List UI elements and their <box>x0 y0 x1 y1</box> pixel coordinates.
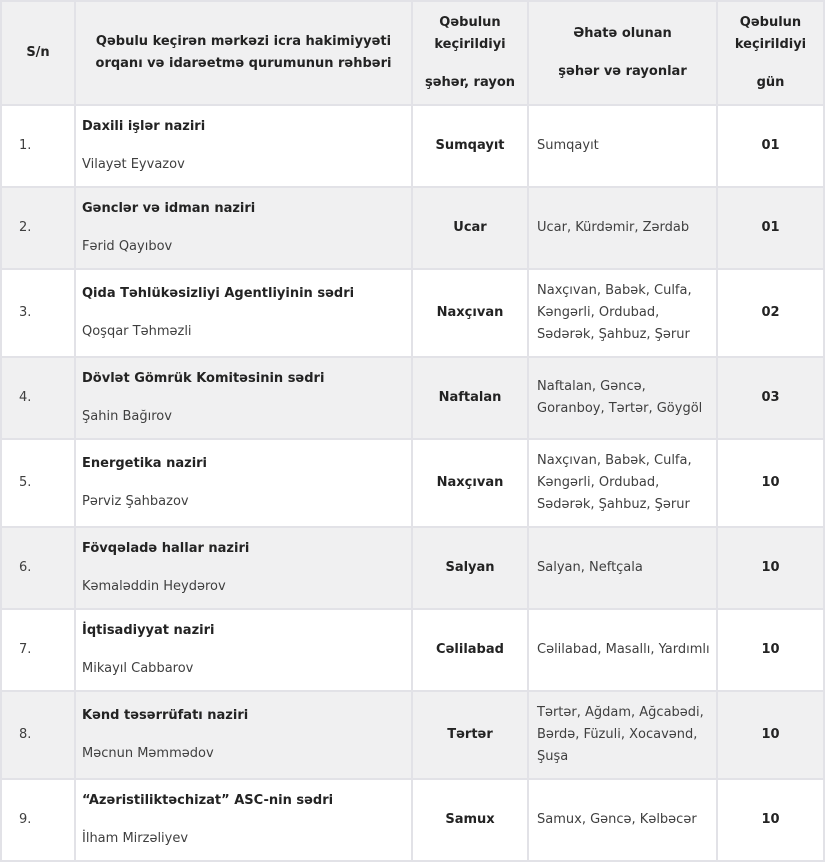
day-cell: 01 <box>717 187 824 269</box>
row-number: 8. <box>19 727 32 742</box>
covered-regions-cell: Sumqayıt <box>528 105 717 187</box>
col-header-official-label: Qəbulu keçirən mərkəzi icra hakimiyyəti orqanı və idarəetmə qurumunun rəhbəri <box>95 34 392 71</box>
row-number-cell <box>1 357 75 439</box>
official-cell <box>75 609 412 691</box>
col-header-day-line1: Qəbulun keçirildiyi <box>734 15 807 52</box>
official-name: Qoşqar Təhməzli <box>82 324 192 339</box>
row-number-cell <box>1 269 75 357</box>
day-cell: 01 <box>717 105 824 187</box>
table-row <box>1 357 824 439</box>
row-number-cell <box>1 609 75 691</box>
official-cell <box>75 105 412 187</box>
row-number: 4. <box>19 390 32 405</box>
official-cell <box>75 357 412 439</box>
day-cell: 10 <box>717 439 824 527</box>
table-header <box>1 1 824 105</box>
official-title: Qida Təhlükəsizliyi Agentliyinin sədri <box>82 286 355 301</box>
col-header-sn-label: S/n <box>26 45 50 60</box>
official-cell <box>75 527 412 609</box>
col-header-sn <box>1 1 75 105</box>
row-number: 7. <box>19 642 32 657</box>
col-header-location <box>412 1 528 105</box>
covered-regions-cell: Samux, Gəncə, Kəlbəcər <box>528 779 717 861</box>
table-body <box>1 105 824 861</box>
day-cell: 02 <box>717 269 824 357</box>
col-header-day <box>717 1 824 105</box>
row-number-cell <box>1 105 75 187</box>
location-cell: Tərtər <box>412 691 528 779</box>
table-row <box>1 269 824 357</box>
official-title: Daxili işlər naziri <box>82 119 206 134</box>
location-cell: Naxçıvan <box>412 269 528 357</box>
day-cell: 10 <box>717 779 824 861</box>
official-name: İlham Mirzəliyev <box>82 831 189 846</box>
table-row <box>1 187 824 269</box>
official-name: Fərid Qayıbov <box>82 239 173 254</box>
covered-regions-cell: Naxçıvan, Babək, Culfa, Kəngərli, Ordubad, Sədərək, Şahbuz, Şərur <box>528 269 717 357</box>
row-number-cell <box>1 439 75 527</box>
table-row <box>1 105 824 187</box>
official-cell <box>75 187 412 269</box>
official-title: İqtisadiyyat naziri <box>82 623 215 638</box>
header-row <box>1 1 824 105</box>
table-row <box>1 439 824 527</box>
official-cell <box>75 439 412 527</box>
covered-regions-cell: Tərtər, Ağdam, Ağcabədi, Bərdə, Füzuli, Xocavənd, Şuşa <box>528 691 717 779</box>
location-cell: Naxçıvan <box>412 439 528 527</box>
official-title: Fövqəladə hallar naziri <box>82 541 250 556</box>
covered-regions-cell: Naxçıvan, Babək, Culfa, Kəngərli, Ordubad, Sədərək, Şahbuz, Şərur <box>528 439 717 527</box>
col-header-covered-line2: şəhər və rayonlar <box>558 64 687 79</box>
row-number: 1. <box>19 138 32 153</box>
official-name: Mikayıl Cabbarov <box>82 661 194 676</box>
col-header-official <box>75 1 412 105</box>
covered-regions-cell: Salyan, Neftçala <box>528 527 717 609</box>
official-cell <box>75 779 412 861</box>
official-name: Kəmaləddin Heydərov <box>82 579 226 594</box>
row-number: 9. <box>19 812 32 827</box>
location-cell: Naftalan <box>412 357 528 439</box>
covered-regions-cell: Naftalan, Gəncə, Goranboy, Tərtər, Göygöl <box>528 357 717 439</box>
official-name: Şahin Bağırov <box>82 409 172 424</box>
location-cell: Salyan <box>412 527 528 609</box>
row-number: 5. <box>19 475 32 490</box>
row-number: 2. <box>19 220 32 235</box>
table-row <box>1 609 824 691</box>
location-cell: Cəlilabad <box>412 609 528 691</box>
row-number: 6. <box>19 560 32 575</box>
location-cell: Sumqayıt <box>412 105 528 187</box>
row-number: 3. <box>19 305 32 320</box>
official-name: Vilayət Eyvazov <box>82 157 185 172</box>
location-cell: Ucar <box>412 187 528 269</box>
official-title: Energetika naziri <box>82 456 208 471</box>
table-row <box>1 691 824 779</box>
row-number-cell <box>1 779 75 861</box>
day-cell: 10 <box>717 527 824 609</box>
table-row <box>1 779 824 861</box>
col-header-day-line2: gün <box>756 75 785 90</box>
day-cell: 03 <box>717 357 824 439</box>
official-name: Məcnun Məmmədov <box>82 746 214 761</box>
official-title: Kənd təsərrüfatı naziri <box>82 708 249 723</box>
row-number-cell <box>1 527 75 609</box>
col-header-covered-line1: Əhatə olunan <box>573 26 672 41</box>
official-cell <box>75 691 412 779</box>
covered-regions-cell: Cəlilabad, Masallı, Yardımlı <box>528 609 717 691</box>
col-header-covered <box>528 1 717 105</box>
official-title: “Azəristiliktəchizat” ASC-nin sədri <box>82 793 334 808</box>
row-number-cell <box>1 691 75 779</box>
official-title: Dövlət Gömrük Komitəsinin sədri <box>82 371 325 386</box>
official-name: Pərviz Şahbazov <box>82 494 189 509</box>
covered-regions-cell: Ucar, Kürdəmir, Zərdab <box>528 187 717 269</box>
col-header-location-line1: Qəbulun keçirildiyi <box>434 15 506 52</box>
official-cell <box>75 269 412 357</box>
day-cell: 10 <box>717 609 824 691</box>
table-row <box>1 527 824 609</box>
official-title: Gənclər və idman naziri <box>82 201 256 216</box>
location-cell: Samux <box>412 779 528 861</box>
day-cell: 10 <box>717 691 824 779</box>
row-number-cell <box>1 187 75 269</box>
col-header-location-line2: şəhər, rayon <box>424 75 516 90</box>
